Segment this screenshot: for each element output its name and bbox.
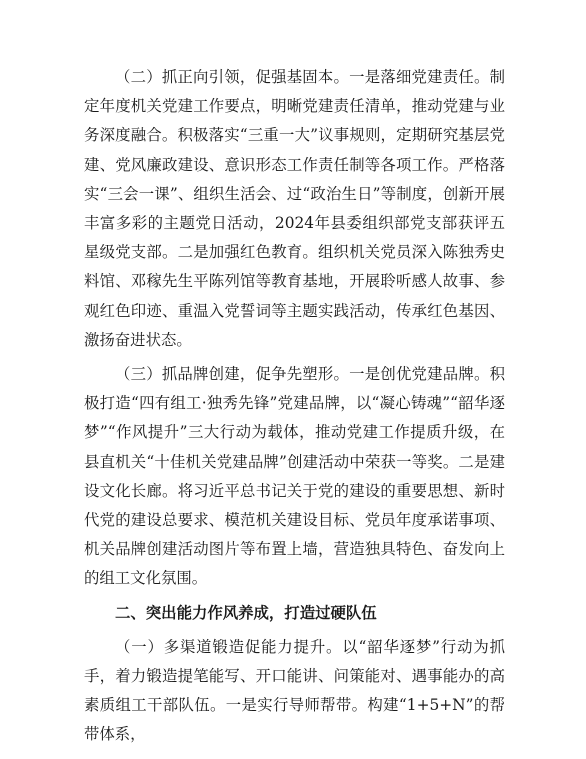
paragraph-capability-building: （一）多渠道锻造促能力提升。以“韶华逐梦”行动为抓手，着力锻造提笔能写、开口能讲、问策能对、遇事能办的高素质组工干部队伍。一是实行导师帮带。构建“1+5+N”的帮带体系，	[84, 637, 505, 744]
paragraph-brand-creation: （三）抓品牌创建，促争先塑形。一是创优党建品牌。积极打造“四有组工·独秀先锋”党建品牌，以“凝心铸魂”“韶华逐梦”“作风提升”三大行动为载体，推动党建工作提质升级，在县直机关“十佳机关党建品牌”创建活动中荣获一等奖。二是建设文化长廊。将习近平总书记关于党的建设的重要思想、新时代党的建设总要求、模范机关建设目标、党员年度承诺事项、机关品牌创建活动图片等布置上墙，营造独具特色、奋发向上的组工文化氛围。	[84, 365, 505, 588]
document-body	[84, 63, 505, 750]
paragraph-brand-guidance: （二）抓正向引领，促强基固本。一是落细党建责任。制定年度机关党建工作要点，明晰党建责任清单，推动党建与业务深度融合。积极落实“三重一大”议事规则，定期研究基层党建、党风廉政建设、意识形态工作责任制等各项工作。严格落实“三会一课”、组织生活会、过“政治生日”等制度，创新开展丰富多彩的主题党日活动，2024年县委组织部党支部获评五星级党支部。二是加强红色教育。组织机关党员深入陈独秀史料馆、邓稼先生平陈列馆等教育基地，开展聆听感人故事、参观红色印迹、重温入党誓词等主题实践活动，传承红色基因、激扬奋进状态。	[84, 68, 505, 349]
section-heading-capability: 二、突出能力作风养成，打造过硬队伍	[115, 603, 377, 622]
